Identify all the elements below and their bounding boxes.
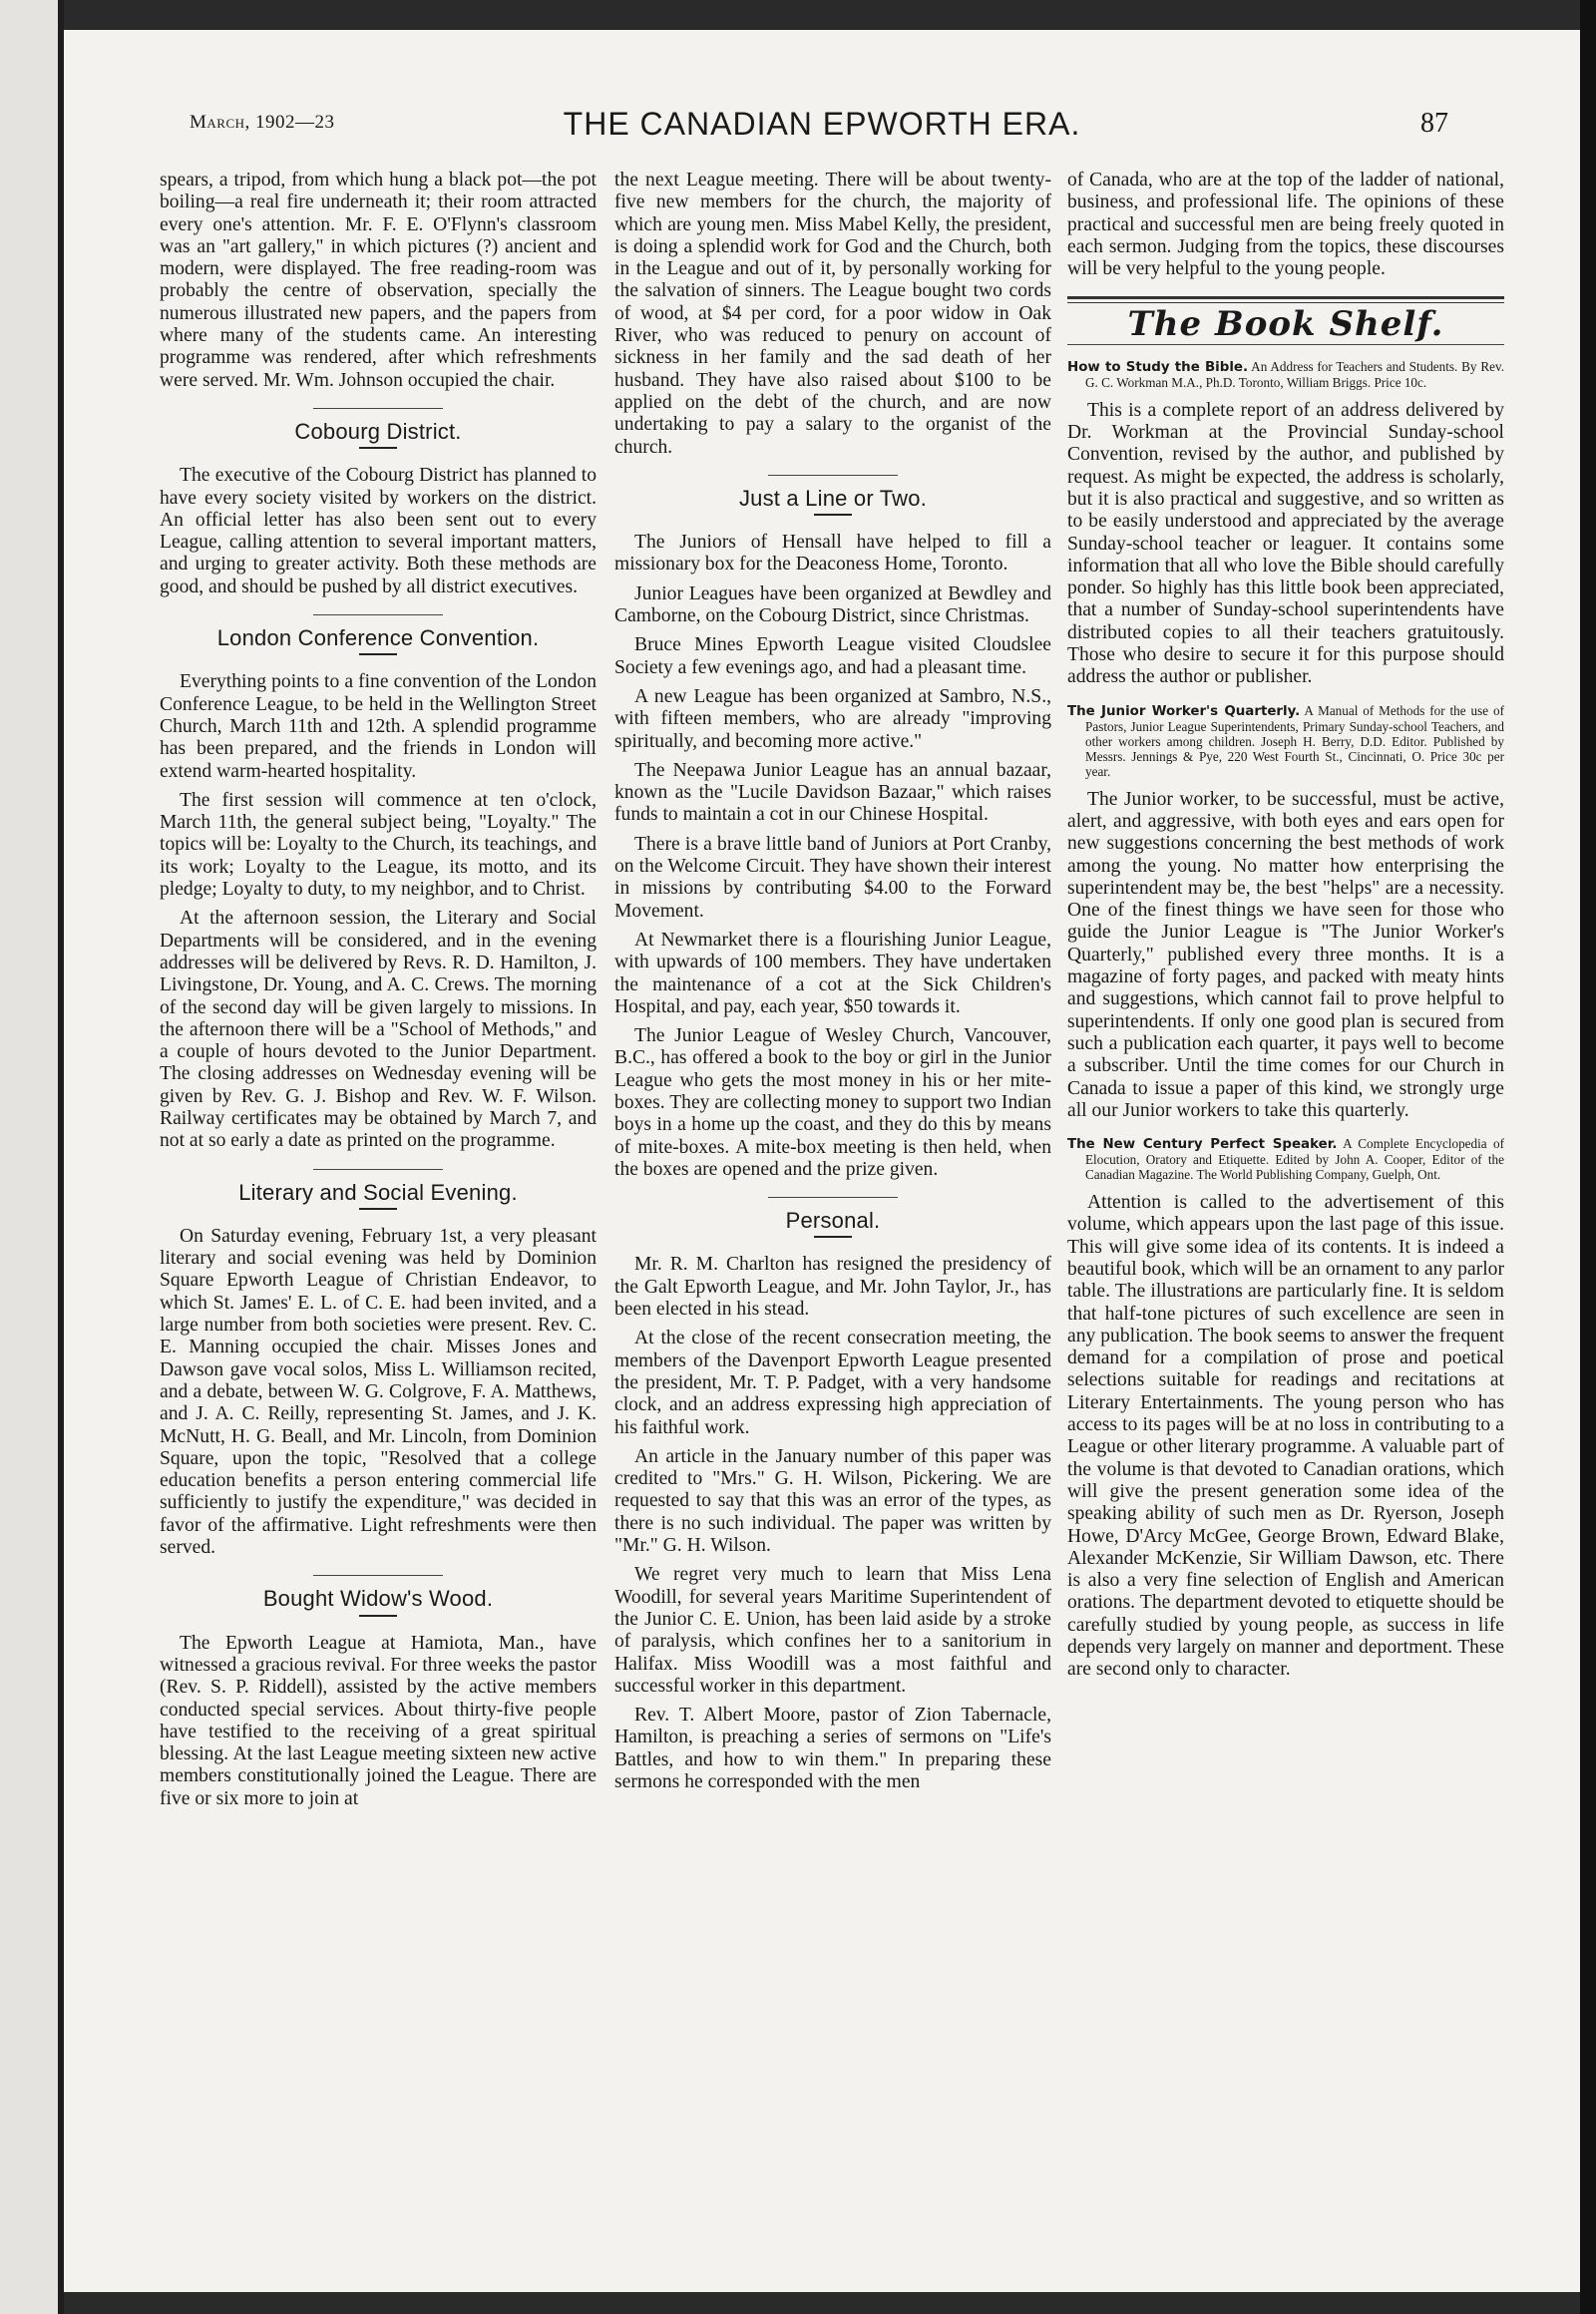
scan-right-margin: [1580, 0, 1596, 2314]
paragraph: Mr. R. M. Charlton has resigned the presidency of the Galt Epworth League, and Mr. John Taylor, Jr., has been elected in his stead.: [614, 1254, 1051, 1321]
book-title: The Junior Worker's Quarterly.: [1067, 703, 1301, 719]
title-underline: [359, 1208, 397, 1210]
section-divider: [313, 1575, 443, 1576]
section-divider: [313, 408, 443, 409]
newspaper-page: [64, 30, 1580, 2292]
book-title: How to Study the Bible.: [1067, 359, 1249, 375]
section-title-london: London Conference Convention.: [216, 625, 540, 651]
book-entry-bible: [1067, 359, 1504, 390]
article-continuation: spears, a tripod, from which hung a black pot—the pot boiling—a real fire underneath it; their room attracted every one's attention. Mr. F. E. O'Flynn's classroom was an "art gallery," in which pictures (?) ancient and modern, were displayed. The free reading-room was probably the centre of observation, specially the numerous illustrated new papers, and the papers from where many of the students came. An interesting programme was rendered, after which refreshments were served. Mr. Wm. Johnson occupied the chair.: [160, 170, 597, 391]
book-entry-quarterly: [1067, 703, 1504, 779]
title-underline: [359, 653, 397, 655]
section-divider: [313, 1169, 443, 1170]
section-divider: [768, 1197, 898, 1198]
paragraph: Rev. T. Albert Moore, pastor of Zion Tabernacle, Hamilton, is preaching a series of sermons on "Life's Battles, and how to win them." In preparing these sermons he corresponded with the men: [614, 1705, 1051, 1792]
book-meta: An Address for Teachers and Students. By Rev. G. C. Workman M.A., Ph.D. Toronto, William Briggs. Price 10c.: [1085, 358, 1505, 390]
section-title-widow: Bought Widow's Wood.: [262, 1586, 494, 1612]
paragraph: An article in the January number of this paper was credited to "Mrs." G. H. Wilson, Pickering. We are requested to say that this was an error of the types, as there is no such individual. The paper was written by "Mr." G. H. Wilson.: [614, 1445, 1051, 1557]
paragraph: At Newmarket there is a flourishing Junior League, with upwards of 100 members. They have undertaken the maintenance of a cot at the Sick Children's Hospital, and pay, each year, $50 towards it.: [614, 929, 1051, 1017]
section-title-line: Just a Line or Two.: [738, 485, 928, 511]
publication-title: THE CANADIAN EPWORTH ERA.: [563, 106, 1081, 142]
paragraph: We regret very much to learn that Miss Lena Woodill, for several years Maritime Superintendent of the Junior C. E. Union, has been laid aside by a stroke of paralysis, which confines her to a sanitorium in Halifax. Miss Woodill was a most faithful and successful worker in this department.: [614, 1564, 1051, 1697]
page-header: [64, 82, 1580, 152]
section-divider: [313, 614, 443, 615]
paragraph: On Saturday evening, February 1st, a very pleasant literary and social evening was held by Dominion Square Epworth League of Christian Endeavor, to which St. James' E. L. of C. E. had been invited, and a large number from both societies were present. Rev. C. E. Manning occupied the chair. Misses Jones and Dawson gave vocal solos, Miss L. Williamson recited, and a debate, between W. G. Colgrove, F. A. Matthews, and J. A. C. Reilly, representing St. James, and J. K. McNutt, H. G. Beall, and Mr. Lincoln, from Dominion Square, upon the topic, "Resolved that a college education benefits a person entering commercial life sufficiently to justify the expenditure," was decided in favor of the affirmative. Light refreshments were then served.: [160, 1225, 597, 1559]
paragraph: Bruce Mines Epworth League visited Cloudslee Society a few evenings ago, and had a pleasant time.: [614, 634, 1051, 678]
title-underline: [359, 447, 397, 449]
book-review: This is a complete report of an address delivered by Dr. Workman at the Provincial Sunday-school Convention, revised by the author, and published by request. As might be expected, the address is scholarly, but it is also practical and suggestive, and so written as to be easily understood and appreciated by the average Sunday-school teacher or leaguer. It contains some information that all who love the Bible should carefully ponder. So highly has this little book been appreciated, that a number of Sunday-school superintendents have distributed copies to all their teachers gratuitously. Those who desire to secure it for this purpose should address the author or publisher.: [1067, 399, 1504, 688]
paragraph: The Neepawa Junior League has an annual bazaar, known as the "Lucile Davidson Bazaar," which raises funds to maintain a cot in our Chinese Hospital.: [614, 759, 1051, 826]
book-entry-speaker: [1067, 1136, 1504, 1182]
column-2: [614, 170, 1051, 1800]
book-review: The Junior worker, to be successful, must be active, alert, and aggressive, with both eyes and ears open for new suggestions concerning the best methods of work among the young. No matter how enterprising the superintendent may be, the best "helps" are a necessity. One of the finest things we have seen for those who guide the Junior League is "The Junior Worker's Quarterly," published every three months. It is a magazine of forty pages, and packed with meaty hints and suggestions, which cannot fail to prove helpful to superintendents. If only one good plan is secured from such a publication each quarter, it pays well to become a subscriber. Until the time comes for our Church in Canada to issue a paper of this kind, we strongly urge all our Junior workers to take this quarterly.: [1067, 788, 1504, 1121]
book-title: The New Century Perfect Speaker.: [1067, 1137, 1338, 1153]
paragraph: At the close of the recent consecration meeting, the members of the Davenport Epworth League presented the president, Mr. T. P. Padget, with a very handsome clock, and an address expressing high appreciation of his faithful work.: [614, 1328, 1051, 1438]
paragraph: The executive of the Cobourg District has planned to have every society visited by workers on the district. An official letter has also been sent out to every League, calling attention to several important matters, and urging to greater activity. Both these methods are good, and should be pushed by all district executives.: [160, 465, 597, 597]
section-title-cobourg: Cobourg District.: [294, 418, 462, 444]
scan-left-margin: [0, 0, 64, 2314]
issue-date: March, 1902—23: [190, 112, 335, 133]
paragraph: A new League has been organized at Sambro, N.S., with fifteen members, who are already "improving spiritually, and becoming more active.": [614, 685, 1051, 752]
section-title-personal: Personal.: [785, 1208, 881, 1234]
section-title-bookshelf: The Book Shelf.: [1127, 304, 1444, 345]
paragraph: Everything points to a fine convention of the London Conference League, to be held in the Wellington Street Church, March 11th and 12th. A splendid programme has been prepared, and the friends in London will extend warm-hearted hospitality.: [160, 671, 597, 782]
article-continuation: of Canada, who are at the top of the ladder of national, business, and professional life. The opinions of these practical and successful men are being freely quoted in each sermon. Judging from the topics, these discourses will be very helpful to the young people.: [1067, 170, 1504, 280]
paragraph: The Juniors of Hensall have helped to fill a missionary box for the Deaconess Home, Toronto.: [614, 532, 1051, 576]
paragraph: There is a brave little band of Juniors at Port Cranby, on the Welcome Circuit. They have shown their interest in missions by contributing $4.00 to the Forward Movement.: [614, 833, 1051, 922]
section-title-literary: Literary and Social Evening.: [238, 1179, 518, 1205]
book-meta: A Manual of Methods for the use of Pastors, Junior League Superintendents, Primary Sunday-school Teachers, and other workers among children. Joseph H. Berry, D.D. Editor. Published by Messrs. Jennings & Pye, 220 West Fourth St., Cincinnati, O. Price 30c per year.: [1085, 702, 1504, 779]
page-number: 87: [1420, 108, 1448, 139]
column-3: [1067, 170, 1504, 1689]
book-review: Attention is called to the advertisement of this volume, which appears upon the last page of this issue. This will give some idea of its contents. It is indeed a beautiful book, which will be an ornament to any parlor table. The illustrations are particularly fine. It is seldom that half-tone pictures of such excellence are seen in any publication. The book seems to answer the frequent demand for a compilation of prose and poetical selections suitable for readings and recitations at Literary Entertainments. The young person who has access to its pages will be at no loss in contributing to a League or other literary programme. A valuable part of the volume is that devoted to Canadian orations, which will give the present generation some idea of the speaking ability of such men as Dr. Ryerson, Joseph Howe, D'Arcy McGee, George Brown, Edward Blake, Alexander McKenzie, Sir William Dawson, etc. There is also a very fine selection of English and American orations. The department devoted to etiquette should be carefully studied by young people, as success in life depends very largely on manner and deportment. These are second only to character.: [1067, 1192, 1504, 1681]
title-underline: [814, 514, 852, 516]
paragraph: The Epworth League at Hamiota, Man., have witnessed a gracious revival. For three weeks the pastor (Rev. S. P. Riddell), assisted by the active members conducted special services. About thirty-five people have testified to the receiving of a great spiritual blessing. At the last League meeting sixteen new active members constitutionally joined the League. There are five or six more to join at: [160, 1632, 597, 1809]
paragraph: The Junior League of Wesley Church, Vancouver, B.C., has offered a book to the boy or girl in the Junior League who gets the most money in his or her mite-boxes. They are collecting money to support two Indian boys in a home up the coast, and they do this by means of mite-boxes. A mite-box meeting is then held, when the boxes are opened and the prize given.: [614, 1025, 1051, 1180]
title-underline: [359, 1615, 397, 1617]
section-divider: [768, 475, 898, 476]
double-rule: [1067, 296, 1504, 303]
title-underline: [814, 1236, 852, 1238]
paragraph: Junior Leagues have been organized at Bewdley and Camborne, on the Cobourg District, since Christmas.: [614, 582, 1051, 627]
book-meta: A Complete Encyclopedia of Elocution, Oratory and Etiquette. Edited by John A. Cooper, Editor of the Canadian Magazine. The World Publishing Company, Guelph, Ont.: [1085, 1136, 1504, 1183]
column-1: [160, 170, 597, 1817]
article-continuation: the next League meeting. There will be about twenty-five new members for the church, the majority of which are young men. Miss Mabel Kelly, the president, is doing a splendid work for God and the Church, both in the League and out of it, by personally working for the salvation of sinners. The League bought two cords of wood, at $4 per cord, for a poor widow in Oak River, who was reduced to penury on account of sickness in her family and the sad death of her husband. They have also raised about $100 to be applied on the debt of the church, and are now undertaking to pay a salary to the organist of the church.: [614, 170, 1051, 458]
paragraph: The first session will commence at ten o'clock, March 11th, the general subject being, "Loyalty." The topics will be: Loyalty to the Church, its teachings, and its work; Loyalty to the League, its motto, and its pledge; Loyalty to duty, to my neighbor, and to Christ.: [160, 789, 597, 901]
paragraph: At the afternoon session, the Literary and Social Departments will be considered, and in the evening addresses will be delivered by Revs. R. D. Hamilton, J. Livingstone, Dr. Young, and A. C. Crews. The morning of the second day will be given largely to missions. In the afternoon there will be a "School of Methods," and a couple of hours devoted to the Junior Department. The closing addresses on Wednesday evening will be given by Rev. G. J. Bishop and Rev. W. F. Wilson. Railway certificates may be obtained by March 7, and not at so early a date as printed on the programme.: [160, 908, 597, 1152]
